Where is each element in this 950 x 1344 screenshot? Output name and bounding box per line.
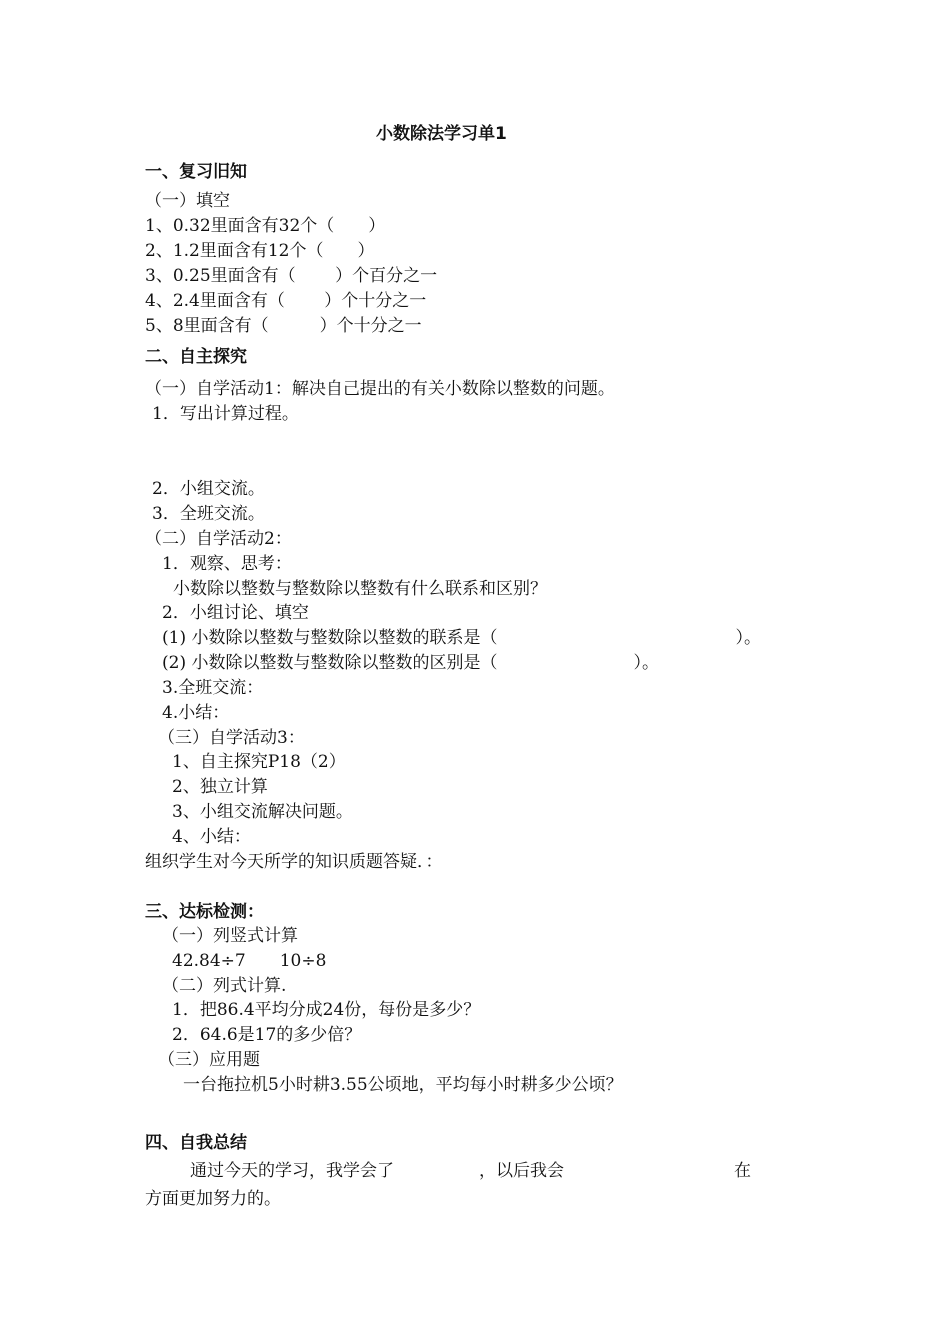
activity-1-step: 3．全班交流。 (152, 504, 265, 524)
s1-sub-heading: （一）填空 (145, 191, 230, 211)
test-2-item: 2．64.6是17的多少倍？ (172, 1025, 362, 1045)
test-1: （一）列竖式计算 (162, 926, 298, 946)
s1-item: 4、2.4里面含有（ ）个十分之一 (145, 291, 427, 311)
activity-2-step: 3.全班交流： (162, 678, 264, 698)
test-2-item: 1．把86.4平均分成24份，每份是多少？ (172, 1000, 481, 1020)
activity-3-step: 4、小结： (172, 827, 251, 847)
section-1-heading: 一、复习旧知 (145, 162, 247, 182)
activity-2-fill: (1) 小数除以整数与整数除以整数的联系是（ ）。 (162, 628, 761, 648)
activity-1-step: 1．写出计算过程。 (152, 404, 299, 424)
section-3-heading: 三、达标检测： (145, 902, 264, 922)
summary-line: 通过今天的学习，我学会了 ，以后我会 在 (190, 1161, 751, 1181)
s1-item: 5、8里面含有（ ）个十分之一 (145, 316, 422, 336)
s1-item: 1、0.32里面含有32个（ ） (145, 216, 386, 236)
test-2: （二）列式计算. (162, 976, 287, 996)
activity-3-step: 1、自主探究P18（2） (172, 752, 346, 772)
s1-item: 3、0.25里面含有（ ）个百分之一 (145, 266, 438, 286)
section-2-heading: 二、自主探究 (145, 347, 247, 367)
activity-2-step: 4.小结： (162, 703, 230, 723)
test-1-items: 42.84÷7 10÷8 (172, 951, 327, 971)
activity-2-step: 1．观察、思考： (162, 554, 292, 574)
activity-1-step: 2．小组交流。 (152, 479, 265, 499)
test-3-question: 一台拖拉机5小时耕3.55公顷地，平均每小时耕多少公顷？ (183, 1075, 623, 1095)
organize-note: 组织学生对今天所学的知识质题答疑．： (145, 852, 443, 872)
activity-3-step: 3、小组交流解决问题。 (172, 802, 353, 822)
s1-item: 2、1.2里面含有12个（ ） (145, 241, 375, 261)
summary-line: 方面更加努力的。 (145, 1189, 281, 1209)
activity-3: （三）自学活动3： (158, 728, 305, 748)
activity-1: （一）自学活动1：解决自己提出的有关小数除以整数的问题。 (145, 379, 615, 399)
test-3: （三）应用题 (158, 1050, 260, 1070)
page-title: 小数除法学习单1 (376, 124, 507, 144)
activity-2-fill: (2) 小数除以整数与整数除以整数的区别是（ ）。 (162, 653, 659, 673)
section-4-heading: 四、自我总结 (145, 1133, 247, 1153)
activity-2-question: 小数除以整数与整数除以整数有什么联系和区别？ (173, 579, 547, 599)
activity-3-step: 2、独立计算 (172, 777, 268, 797)
activity-2: （二）自学活动2： (145, 529, 292, 549)
activity-2-step: 2．小组讨论、填空 (162, 603, 309, 623)
